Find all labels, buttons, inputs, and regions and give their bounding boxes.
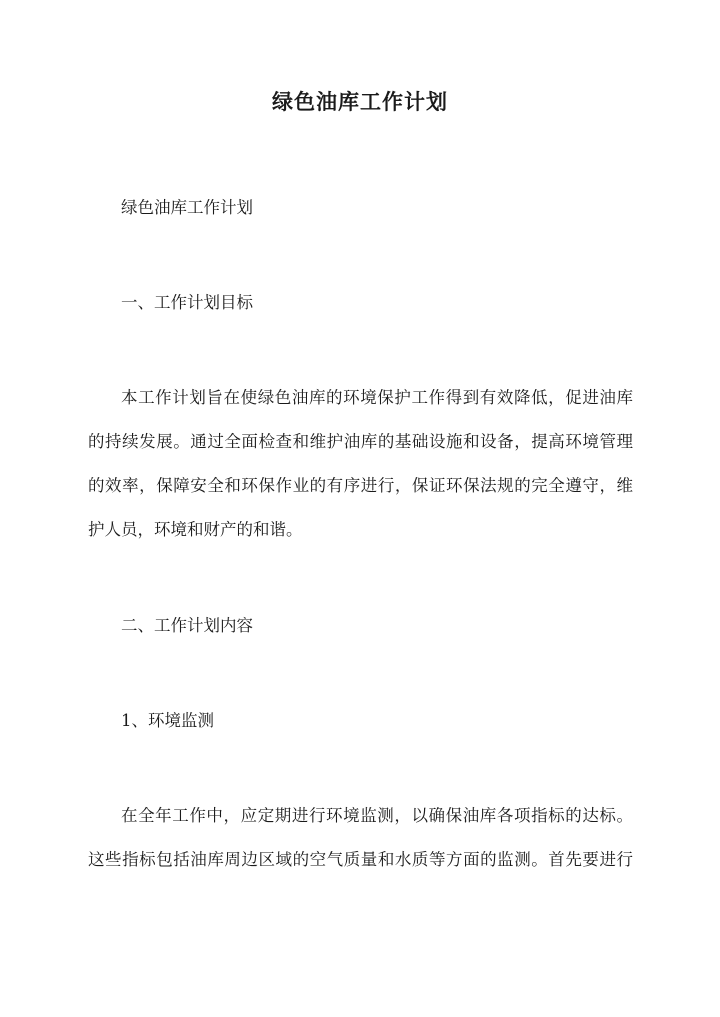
paragraph-line: 在全年工作中，应定期进行环境监测，以确保油库各项指标的达标。 <box>121 806 633 825</box>
section-heading-content: 二、工作计划内容 <box>121 616 253 635</box>
section-heading-goals: 一、工作计划目标 <box>121 293 253 312</box>
paragraph-line: 这些指标包括油库周边区域的空气质量和水质等方面的监测。首先要进行 <box>88 850 633 869</box>
subsection-heading-environment-monitoring: 1、环境监测 <box>121 711 214 730</box>
paragraph-line: 的持续发展。通过全面检查和维护油库的基础设施和设备，提高环境管理 <box>88 432 633 451</box>
paragraph-line: 护人员，环境和财产的和谐。 <box>88 520 303 539</box>
paragraph-line: 本工作计划旨在使绿色油库的环境保护工作得到有效降低，促进油库 <box>121 388 633 407</box>
document-title: 绿色油库工作计划 <box>272 89 448 114</box>
paragraph-line: 的效率，保障安全和环保作业的有序进行，保证环保法规的完全遵守，维 <box>88 476 633 495</box>
document-subtitle: 绿色油库工作计划 <box>121 198 253 217</box>
